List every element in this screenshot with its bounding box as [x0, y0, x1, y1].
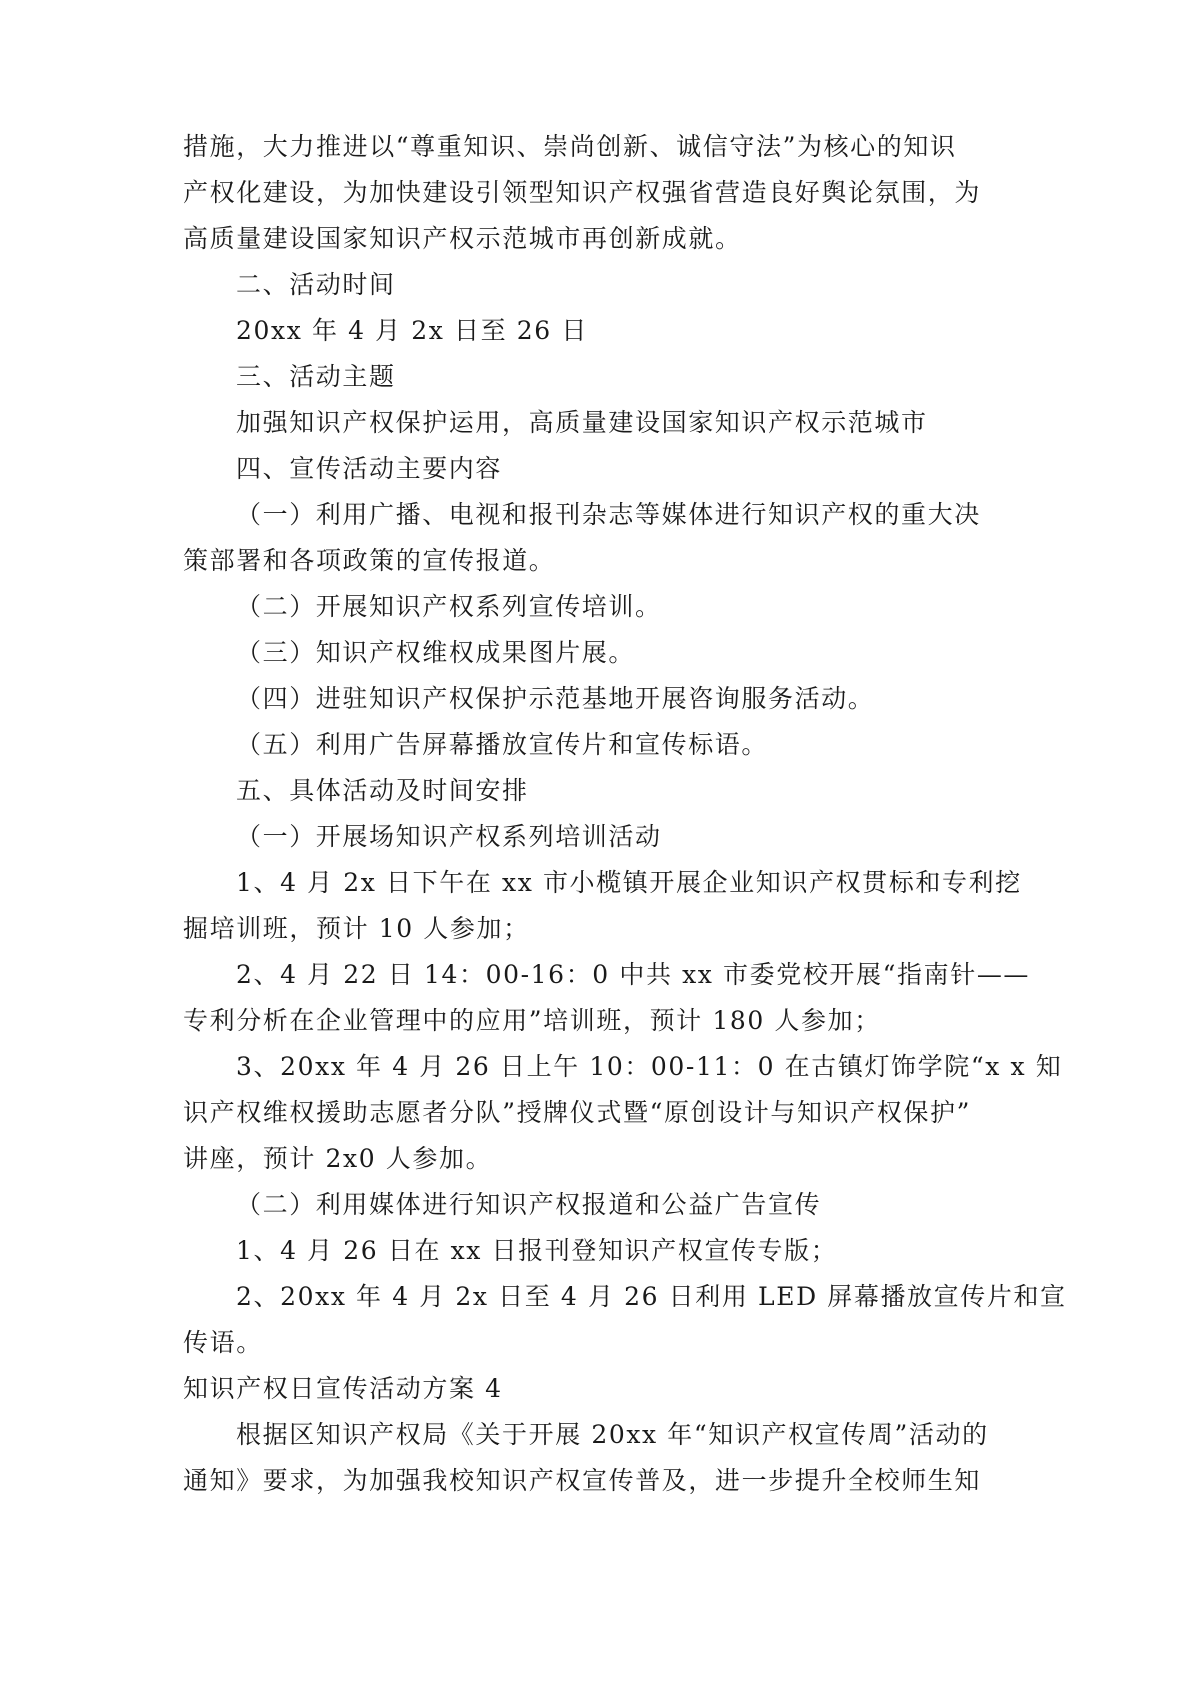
body-text-line: 2、20xx 年 4 月 2x 日至 4 月 26 日利用 LED 屏幕播放宣传片和宣: [236, 1282, 1067, 1311]
body-text-line: 高质量建设国家知识产权示范城市再创新成就。: [183, 224, 742, 253]
body-text-line: 讲座，预计 2x0 人参加。: [183, 1144, 493, 1173]
body-text-line: （五）利用广告屏幕播放宣传片和宣传标语。: [236, 730, 769, 759]
body-text-line: 根据区知识产权局《关于开展 20xx 年“知识产权宣传周”活动的: [236, 1420, 989, 1449]
body-text-line: 加强知识产权保护运用，高质量建设国家知识产权示范城市: [236, 408, 928, 437]
body-text-line: 20xx 年 4 月 2x 日至 26 日: [236, 316, 588, 345]
body-text-line: 策部署和各项政策的宣传报道。: [183, 546, 556, 575]
section-heading: 五、具体活动及时间安排: [236, 776, 529, 805]
body-text-line: 识产权维权援助志愿者分队”授牌仪式暨“原创设计与知识产权保护”: [183, 1098, 971, 1127]
body-text-line: 掘培训班，预计 10 人参加；: [183, 914, 530, 943]
section-heading: 三、活动主题: [236, 362, 396, 391]
body-text-line: 1、4 月 26 日在 xx 日报刊登知识产权宣传专版；: [236, 1236, 838, 1265]
section-heading: 四、宣传活动主要内容: [236, 454, 503, 483]
body-text-line: 产权化建设，为加快建设引领型知识产权强省营造良好舆论氛围，为: [183, 178, 982, 207]
body-text-line: 2、4 月 22 日 14：00-16：0 中共 xx 市委党校开展“指南针——: [236, 960, 1031, 989]
body-text-line: 通知》要求，为加强我校知识产权宣传普及，进一步提升全校师生知: [183, 1466, 982, 1495]
body-text-line: 3、20xx 年 4 月 26 日上午 10：00-11：0 在古镇灯饰学院“x x 知: [236, 1052, 1063, 1081]
sub-heading: （二）利用媒体进行知识产权报道和公益广告宣传: [236, 1190, 822, 1219]
section-heading: 二、活动时间: [236, 270, 396, 299]
body-text-line: （二）开展知识产权系列宣传培训。: [236, 592, 662, 621]
sub-heading: （一）开展场知识产权系列培训活动: [236, 822, 662, 851]
body-text-line: 措施，大力推进以“尊重知识、崇尚创新、诚信守法”为核心的知识: [183, 132, 957, 161]
body-text-line: 专利分析在企业管理中的应用”培训班，预计 180 人参加；: [183, 1006, 881, 1035]
body-text-line: （一）利用广播、电视和报刊杂志等媒体进行知识产权的重大决: [236, 500, 981, 529]
body-text-line: 传语。: [183, 1328, 263, 1357]
document-title: 知识产权日宣传活动方案 4: [183, 1374, 503, 1403]
body-text-line: 1、4 月 2x 日下午在 xx 市小榄镇开展企业知识产权贯标和专利挖: [236, 868, 1022, 897]
body-text-line: （四）进驻知识产权保护示范基地开展咨询服务活动。: [236, 684, 875, 713]
body-text-line: （三）知识产权维权成果图片展。: [236, 638, 636, 667]
